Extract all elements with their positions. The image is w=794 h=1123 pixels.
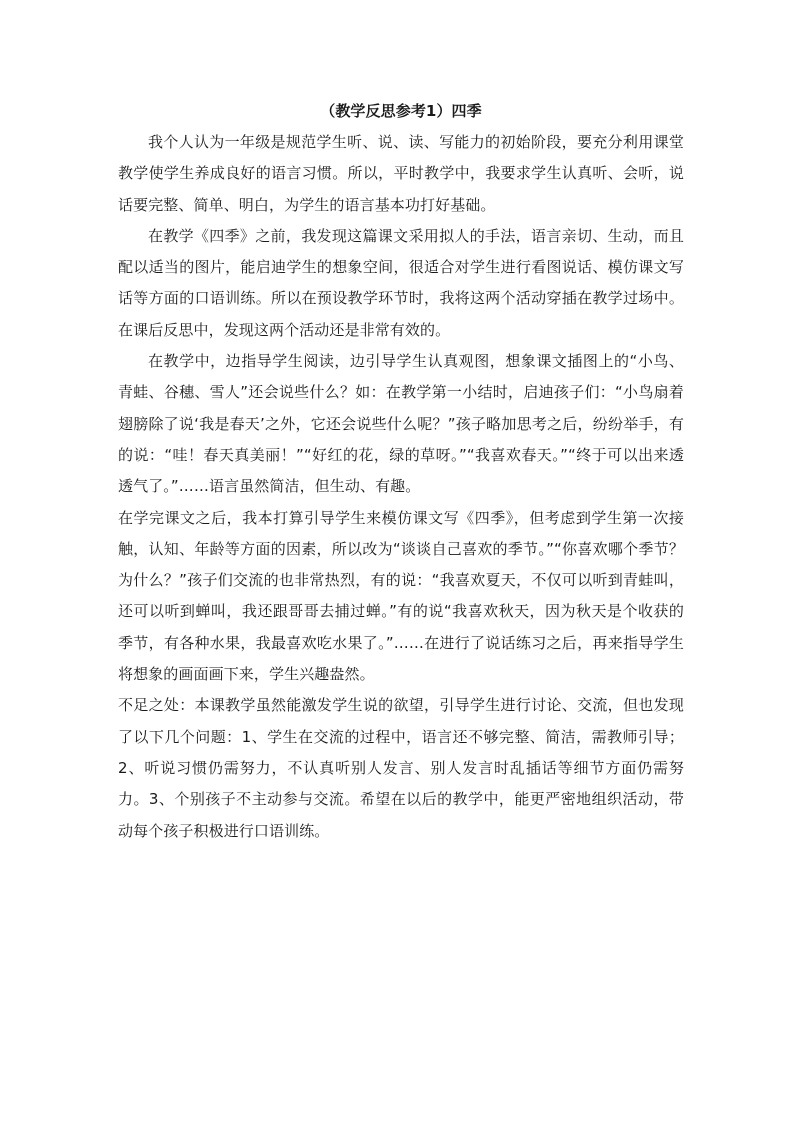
paragraph-intro: 我个人认为一年级是规范学生听、说、读、写能力的初始阶段，要充分利用课堂教学使学生养成良好的语言习惯。所以，平时教学中，我要求学生认真听、会听，说话要完整、简单、明白，为学生的语言基本功打好基础。 bbox=[118, 133, 684, 214]
document-body bbox=[118, 96, 684, 847]
document-title: （教学反思参考1）四季 bbox=[320, 102, 482, 120]
paragraph-in-teaching: 在教学中，边指导学生阅读，边引导学生认真观图，想象课文插图上的“小鸟、青蛙、谷穗、雪人”还会说些什么？如：在教学第一小结时，启迪孩子们：“小鸟扇着翅膀除了说‘我是春天’之外，它还会说些什么呢？”孩子略加思考之后，纷纷举手，有的说：“哇！春天真美丽！”“好红的花，绿的草呀。”“我喜欢春天。”“终于可以出来透透气了。”……语言虽然简洁，但生动、有趣。 bbox=[118, 352, 684, 496]
paragraph-after-lesson: 在学完课文之后，我本打算引导学生来模仿课文写《四季》，但考虑到学生第一次接触，认知、年龄等方面的因素，所以改为“谈谈自己喜欢的季节。”“你喜欢哪个季节？为什么？”孩子们交流的也非常热烈，有的说：“我喜欢夏天，不仅可以听到青蛙叫，还可以听到蝉叫，我还跟哥哥去捕过蝉。”有的说“我喜欢秋天，因为秋天是个收获的季节，有各种水果，我最喜欢吃水果了。”……在进行了说话练习之后，再来指导学生将想象的画面画下来，学生兴趣盎然。 bbox=[118, 508, 684, 684]
paragraph-shortcomings: 不足之处：本课教学虽然能激发学生说的欲望，引导学生进行讨论、交流，但也发现了以下几个问题：1、学生在交流的过程中，语言还不够完整、简洁，需教师引导；2、听说习惯仍需努力，不认真听别人发言、别人发言时乱插话等细节方面仍需努力。3、个别孩子不主动参与交流。希望在以后的教学中，能更严密地组织活动，带动每个孩子积极进行口语训练。 bbox=[118, 696, 684, 840]
paragraph-before-teaching: 在教学《四季》之前，我发现这篇课文采用拟人的手法，语言亲切、生动，而且配以适当的图片，能启迪学生的想象空间，很适合对学生进行看图说话、模仿课文写话等方面的口语训练。所以在预设教学环节时，我将这两个活动穿插在教学过场中。在课后反思中，发现这两个活动还是非常有效的。 bbox=[118, 226, 684, 339]
